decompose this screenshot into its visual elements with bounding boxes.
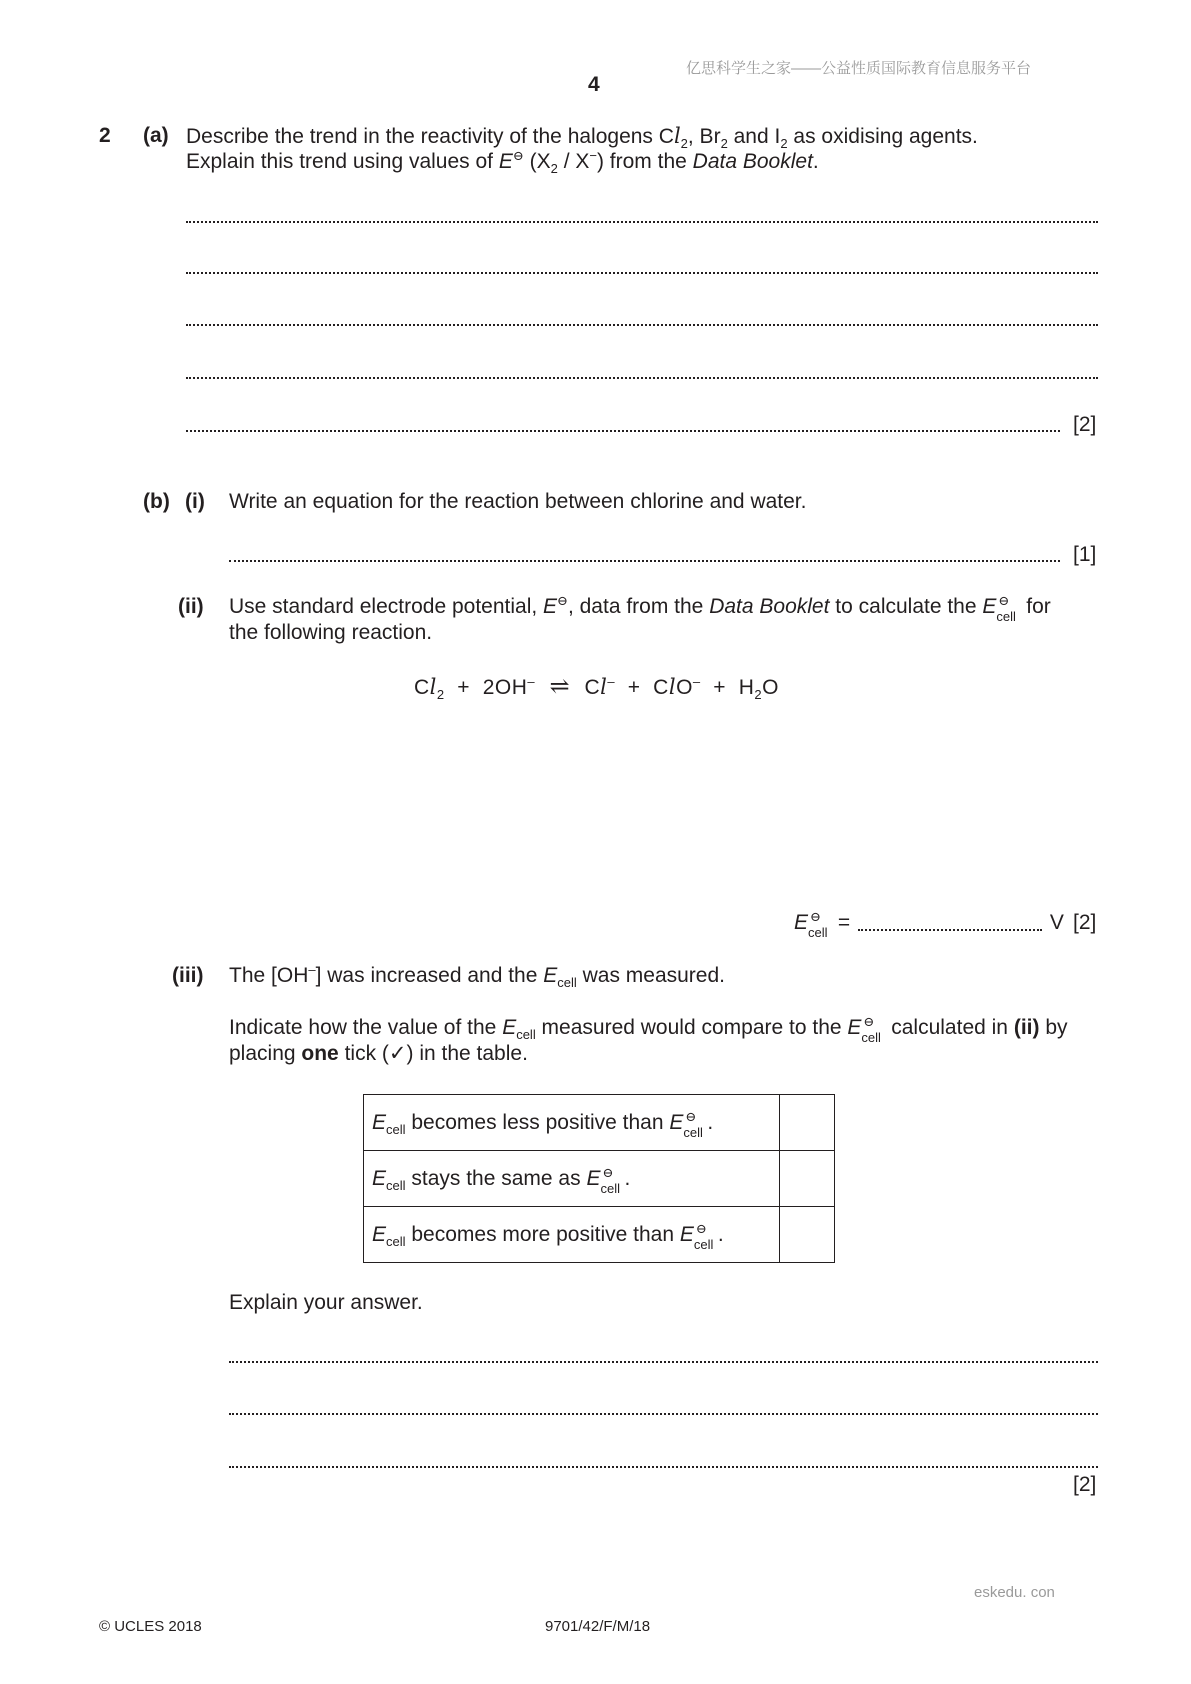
- explain-prompt: Explain your answer.: [229, 1291, 423, 1314]
- ecell-answer-label: E ⊖ cell =: [794, 910, 856, 940]
- answer-line-biii1[interactable]: [229, 1361, 1098, 1363]
- part-b-ii-line2: the following reaction.: [229, 621, 433, 644]
- reaction-equation: $Cl_2 + 2OH^-$ ⇌ $Cl^- + ClO^- + H_2O$: [414, 672, 779, 703]
- answer-line-a3[interactable]: [186, 324, 1098, 326]
- part-b-label: (b): [143, 490, 170, 513]
- part-a-line2: Explain this trend using values of E⊖ $(X_2 / X^-)$ from the Data Booklet.: [186, 148, 819, 177]
- table-row: [364, 1095, 835, 1151]
- tick-box-less-positive[interactable]: [780, 1095, 835, 1151]
- ecell-answer-field[interactable]: [858, 929, 1042, 931]
- mark-b-i: [1]: [1073, 543, 1097, 566]
- answer-line-bi[interactable]: [229, 560, 1060, 562]
- part-b-ii-line1: Use standard electrode potential, E⊖, data from the Data Booklet to calculate the E ⊖ cell for: [229, 594, 1051, 624]
- part-b-iii-line3: placing one tick (✓) in the table.: [229, 1042, 528, 1065]
- part-b-i-label: (i): [185, 490, 205, 513]
- paper-code: 9701/42/F/M/18: [545, 1618, 651, 1635]
- answer-line-biii3[interactable]: [229, 1466, 1098, 1468]
- part-b-iii-line2: Indicate how the value of the $E_{cell}$ measured would compare to the E ⊖ cell calculated in (ii) by: [229, 1015, 1068, 1045]
- row-more-positive-label: $E_{cell}$ becomes more positive than E ⊖ cell .: [364, 1207, 780, 1263]
- part-b-ii-label: (ii): [178, 595, 204, 618]
- mark-b-ii: [2]: [1073, 911, 1097, 934]
- tick-box-same[interactable]: [780, 1151, 835, 1207]
- question-number: 2: [99, 124, 111, 147]
- part-a-label: (a): [143, 124, 169, 147]
- answer-line-a5[interactable]: [186, 430, 1060, 432]
- watermark-top: 亿思科学生之家——公益性质国际教育信息服务平台: [686, 60, 1032, 77]
- answer-line-a1[interactable]: [186, 221, 1098, 223]
- tick-table: [363, 1094, 835, 1263]
- tick-box-more-positive[interactable]: [780, 1207, 835, 1263]
- watermark-bottom: eskedu. con: [974, 1584, 1055, 1601]
- row-less-positive-label: $E_{cell}$ becomes less positive than E ⊖ cell .: [364, 1095, 780, 1151]
- table-row: [364, 1207, 835, 1263]
- table-row: [364, 1151, 835, 1207]
- row-same-label: $E_{cell}$ stays the same as E ⊖ cell .: [364, 1151, 780, 1207]
- ecell-unit: V: [1044, 911, 1064, 934]
- mark-a: [2]: [1073, 413, 1097, 436]
- part-b-iii-label: (iii): [172, 964, 204, 987]
- answer-line-biii2[interactable]: [229, 1413, 1098, 1415]
- part-b-iii-line1: The [OH–] was increased and the $E_{cell}$ was measured.: [229, 962, 725, 991]
- part-a-line1: Describe the trend in the reactivity of the halogens $Cl_2$, $Br_2$ and $I_2$ as oxidising agents.: [186, 124, 978, 152]
- page-number: 4: [588, 73, 600, 96]
- answer-line-a2[interactable]: [186, 272, 1098, 274]
- mark-b-iii: [2]: [1073, 1473, 1097, 1496]
- copyright: © UCLES 2018: [99, 1618, 202, 1635]
- part-b-i-text: Write an equation for the reaction between chlorine and water.: [229, 490, 807, 513]
- answer-line-a4[interactable]: [186, 377, 1098, 379]
